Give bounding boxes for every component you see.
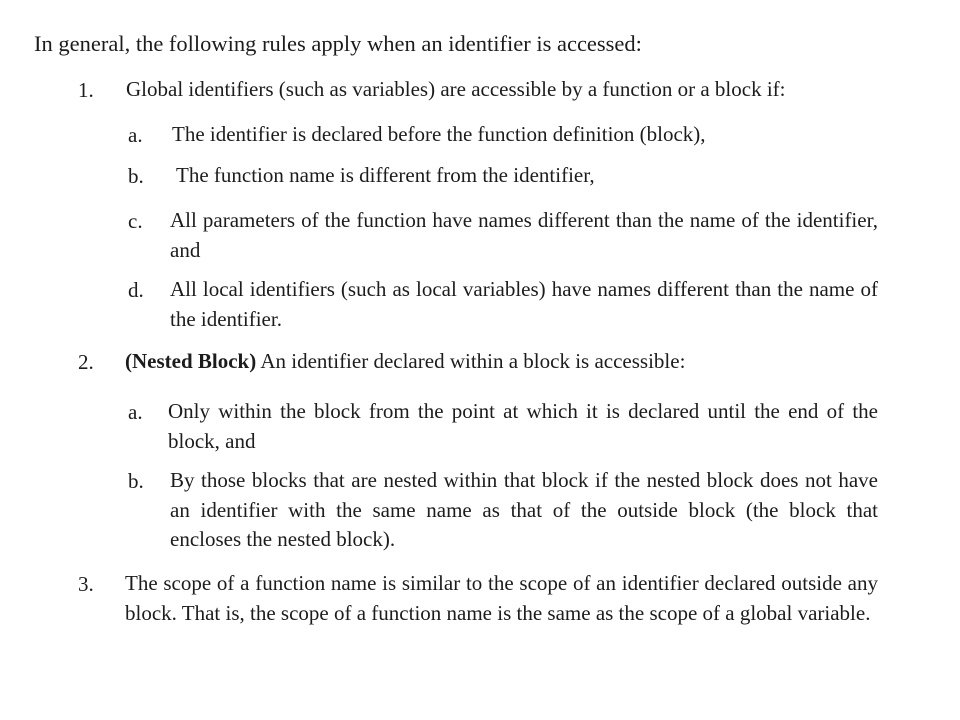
rule-2-number: 2. <box>78 350 94 374</box>
rule-2-text-rest: An identifier declared within a block is accessible: <box>256 349 686 373</box>
rule-3-text: The scope of a function name is similar to the scope of an identifier declared outside any block. That is, the scope of a function name is the same as the scope of a global variable. <box>125 571 878 625</box>
rule-1a-letter: a. <box>128 123 143 147</box>
rule-3-number: 3. <box>78 572 94 596</box>
intro-sentence: In general, the following rules apply when an identifier is accessed: <box>34 31 642 56</box>
rule-2-text <box>125 347 885 377</box>
nested-block-label: (Nested Block) <box>125 349 257 373</box>
rule-1b-letter: b. <box>128 164 144 188</box>
rule-1-number: 1. <box>78 78 94 102</box>
rule-2b-letter: b. <box>128 469 144 493</box>
rule-1c-text: All parameters of the function have names different than the name of the identifier, and <box>170 208 878 262</box>
rule-2b-text: By those blocks that are nested within that block if the nested block does not have an identifier with the same name as that of the outside block (the block that encloses the nested block). <box>170 468 878 551</box>
rule-1d-letter: d. <box>128 278 144 302</box>
rule-2a-text: Only within the block from the point at which it is declared until the end of the block, and <box>168 399 878 453</box>
rule-1b-text: The function name is different from the identifier, <box>176 163 595 187</box>
rule-1d-text: All local identifiers (such as local variables) have names different than the name of the identifier. <box>170 277 878 331</box>
rule-1a-text: The identifier is declared before the function definition (block), <box>172 122 706 146</box>
rule-1c-letter: c. <box>128 209 143 233</box>
rule-1-text: Global identifiers (such as variables) are accessible by a function or a block if: <box>126 77 786 101</box>
rule-2a-letter: a. <box>128 400 143 424</box>
